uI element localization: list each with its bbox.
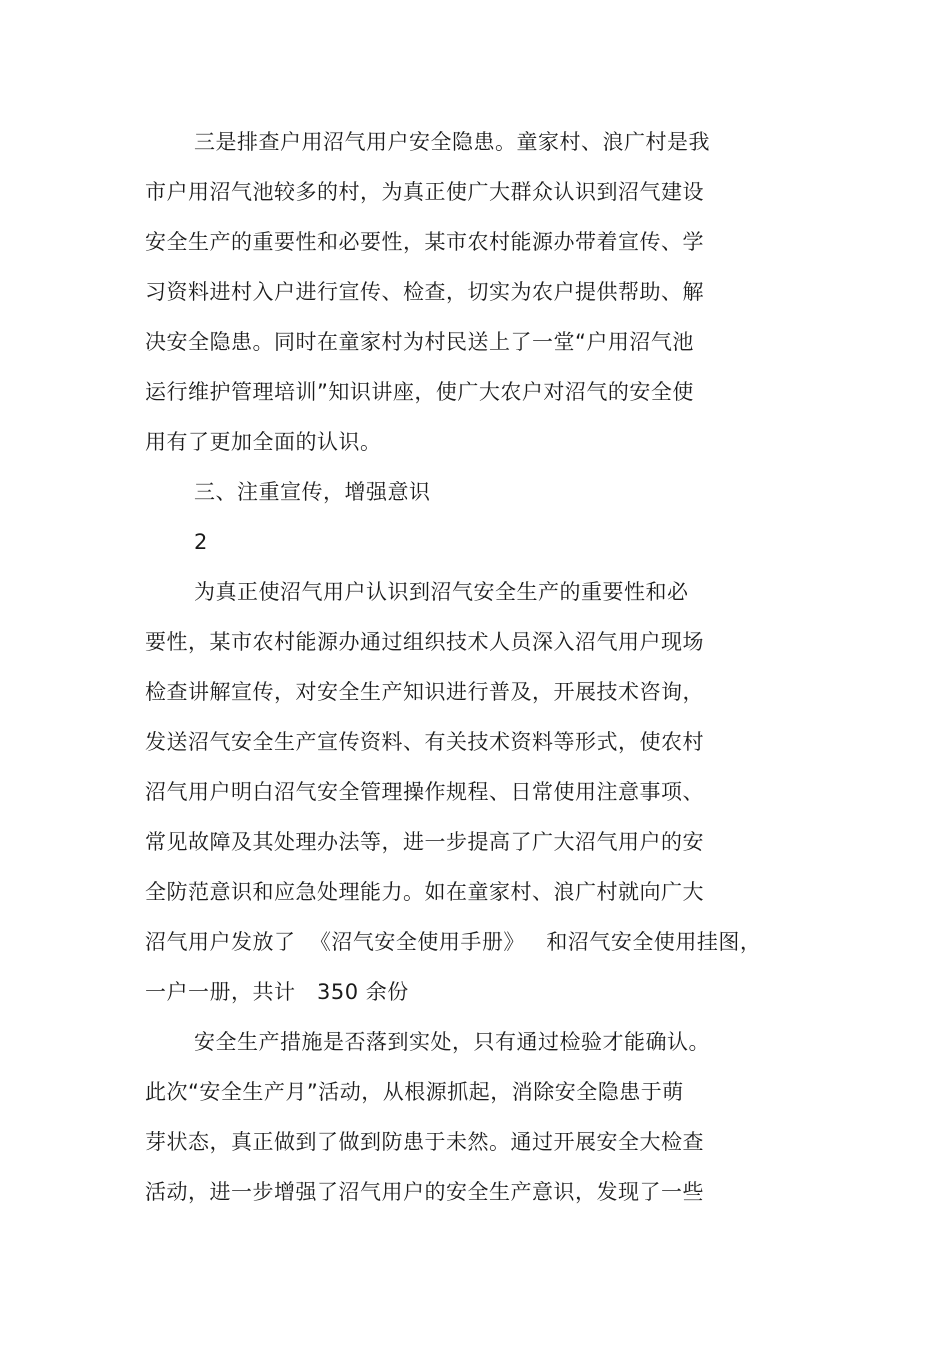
paragraph-line: 此次“安全生产月”活动，从根源抓起，消除安全隐患于萌: [145, 1080, 684, 1104]
page-number: 2: [194, 530, 208, 554]
paragraph-line: 沼气用户发放了 《沼气安全使用手册》 和沼气安全使用挂图，: [145, 930, 762, 954]
paragraph-line: 决安全隐患。同时在童家村为村民送上了一堂“户用沼气池: [145, 330, 694, 354]
paragraph-line: 活动，进一步增强了沼气用户的安全生产意识，发现了一些: [145, 1180, 704, 1204]
section-heading: 三、注重宣传，增强意识: [194, 480, 431, 504]
paragraph-line: 安全生产措施是否落到实处，只有通过检验才能确认。: [194, 1030, 710, 1054]
paragraph-line: 芽状态，真正做到了做到防患于未然。通过开展安全大检查: [145, 1130, 704, 1154]
paragraph-line: 习资料进村入户进行宣传、检查，切实为农户提供帮助、解: [145, 280, 704, 304]
paragraph-line: 市户用沼气池较多的村，为真正使广大群众认识到沼气建设: [145, 180, 704, 204]
paragraph-line: 检查讲解宣传，对安全生产知识进行普及，开展技术咨询，: [145, 680, 704, 704]
paragraph-line: 安全生产的重要性和必要性，某市农村能源办带着宣传、学: [145, 230, 704, 254]
paragraph-line: 常见故障及其处理办法等，进一步提高了广大沼气用户的安: [145, 830, 704, 854]
paragraph-line: 要性，某市农村能源办通过组织技术人员深入沼气用户现场: [145, 630, 704, 654]
paragraph-line: 全防范意识和应急处理能力。如在童家村、浪广村就向广大: [145, 880, 704, 904]
paragraph-line: 用有了更加全面的认识。: [145, 430, 382, 454]
paragraph-line: 一户一册，共计 350 余份: [145, 980, 409, 1004]
paragraph-line: 发送沼气安全生产宣传资料、有关技术资料等形式，使农村: [145, 730, 704, 754]
paragraph-line: 为真正使沼气用户认识到沼气安全生产的重要性和必: [194, 580, 689, 604]
paragraph-line: 沼气用户明白沼气安全管理操作规程、日常使用注意事项、: [145, 780, 704, 804]
paragraph-line: 三是排查户用沼气用户安全隐患。童家村、浪广村是我: [194, 130, 710, 154]
paragraph-line: 运行维护管理培训”知识讲座，使广大农户对沼气的安全使: [145, 380, 694, 404]
